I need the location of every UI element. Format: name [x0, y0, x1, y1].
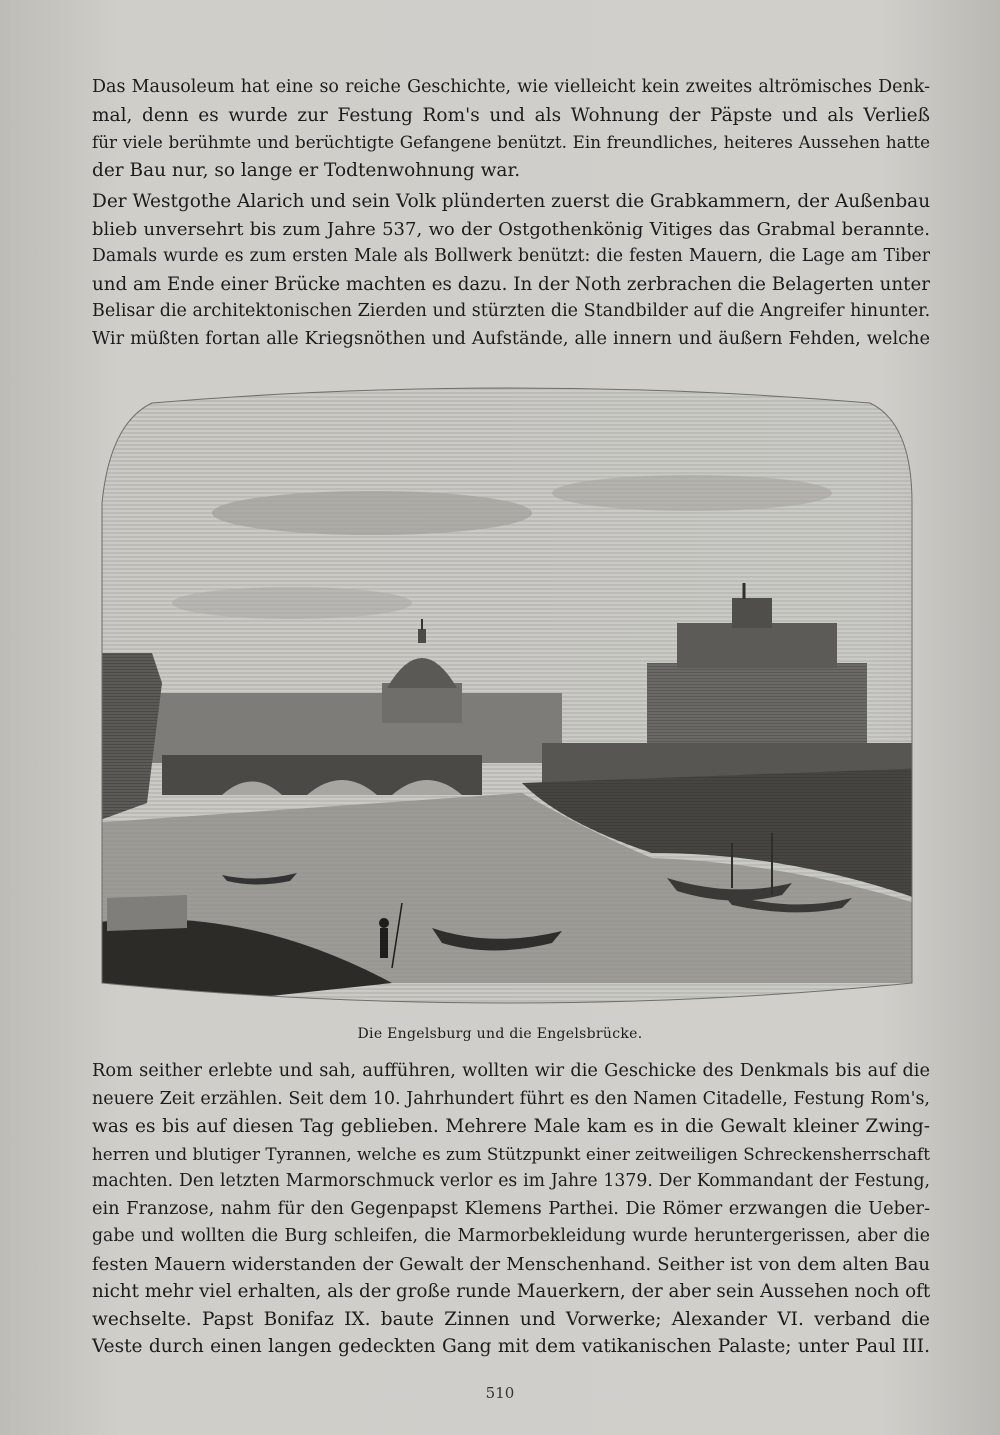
- text-line: Belisar die architektonischen Zierden und stürzten die Standbilder auf die Angreifer hinunter.: [92, 301, 931, 321]
- text-line: neuere Zeit erzählen. Seit dem 10. Jahrhundert führt es den Namen Citadelle, Festung Rom's,: [92, 1088, 930, 1109]
- text-line: der Bau nur, so lange er Todtenwohnung war.: [92, 159, 521, 181]
- paragraph-3: [92, 1058, 930, 1361]
- well-structure: [107, 895, 187, 931]
- text-line: für viele berühmte und berüchtigte Gefangene benützt. Ein freundliches, heiteres Aussehen hatte: [92, 132, 930, 152]
- bridge-engelsbruecke: [162, 755, 482, 795]
- text-line: Veste durch einen langen gedeckten Gang mit dem vatikanischen Palaste; unter Paul III.: [92, 1336, 930, 1357]
- text-line: machten. Den letzten Marmorschmuck verlor es im Jahre 1379. Der Kommandant der Festung,: [92, 1171, 930, 1191]
- text-line: wechselte. Papst Bonifaz IX. baute Zinnen und Vorwerke; Alexander VI. verband die: [92, 1308, 930, 1330]
- text-line: gabe und wollten die Burg schleifen, die Marmorbekleidung wurde heruntergerissen, aber die: [92, 1226, 930, 1246]
- paragraph-2: [92, 188, 930, 353]
- text-line: festen Mauern widerstanden der Gewalt der Menschenhand. Seither ist von dem alten Bau: [92, 1253, 930, 1275]
- text-line: mal, denn es wurde zur Festung Rom's und als Wohnung der Päpste und als Verließ: [92, 104, 930, 126]
- text-line: blieb unversehrt bis zum Jahre 537, wo der Ostgothenkönig Vitiges das Grabmal berannte.: [92, 218, 930, 240]
- text-line: Damals wurde es zum ersten Male als Bollwerk benützt: die festen Mauern, die Lage am Tiber: [92, 246, 930, 266]
- cloud: [212, 491, 532, 535]
- text-line: Der Westgothe Alarich und sein Volk plünderten zuerst die Grabkammern, der Außenbau: [92, 191, 931, 212]
- text-line: was es bis auf diesen Tag geblieben. Mehrere Male kam es in die Gewalt kleiner Zwing-: [92, 1116, 930, 1137]
- text-line: nicht mehr viel erhalten, als der große runde Mauerkern, der aber sein Aussehen noch oft: [92, 1281, 931, 1302]
- figure-caption: Die Engelsburg und die Engelsbrücke.: [357, 1026, 643, 1042]
- text-line: und am Ende einer Brücke machten es dazu. In der Noth zerbrachen die Belagerten unter: [92, 273, 930, 295]
- text-line: ein Franzose, nahm für den Gegenpapst Klemens Parthei. Die Römer erzwangen die Ueber-: [92, 1198, 930, 1219]
- text-line: Das Mausoleum hat eine so reiche Geschichte, wie vielleicht kein zweites altrömisches Denk-: [92, 77, 930, 97]
- page-number: 510: [485, 1384, 515, 1402]
- text-line: Rom seither erlebte und sah, aufführen, wollten wir die Geschicke des Denkmals bis auf die: [92, 1061, 930, 1081]
- paragraph-1: [92, 74, 930, 184]
- text-line: Wir müßten fortan alle Kriegsnöthen und Aufstände, alle innern und äußern Fehden, welche: [92, 328, 930, 349]
- engraving-illustration: [92, 383, 930, 1015]
- text-line: herren und blutiger Tyrannen, welche es zum Stützpunkt einer zeitweiligen Schreckensherrschaft: [92, 1143, 930, 1164]
